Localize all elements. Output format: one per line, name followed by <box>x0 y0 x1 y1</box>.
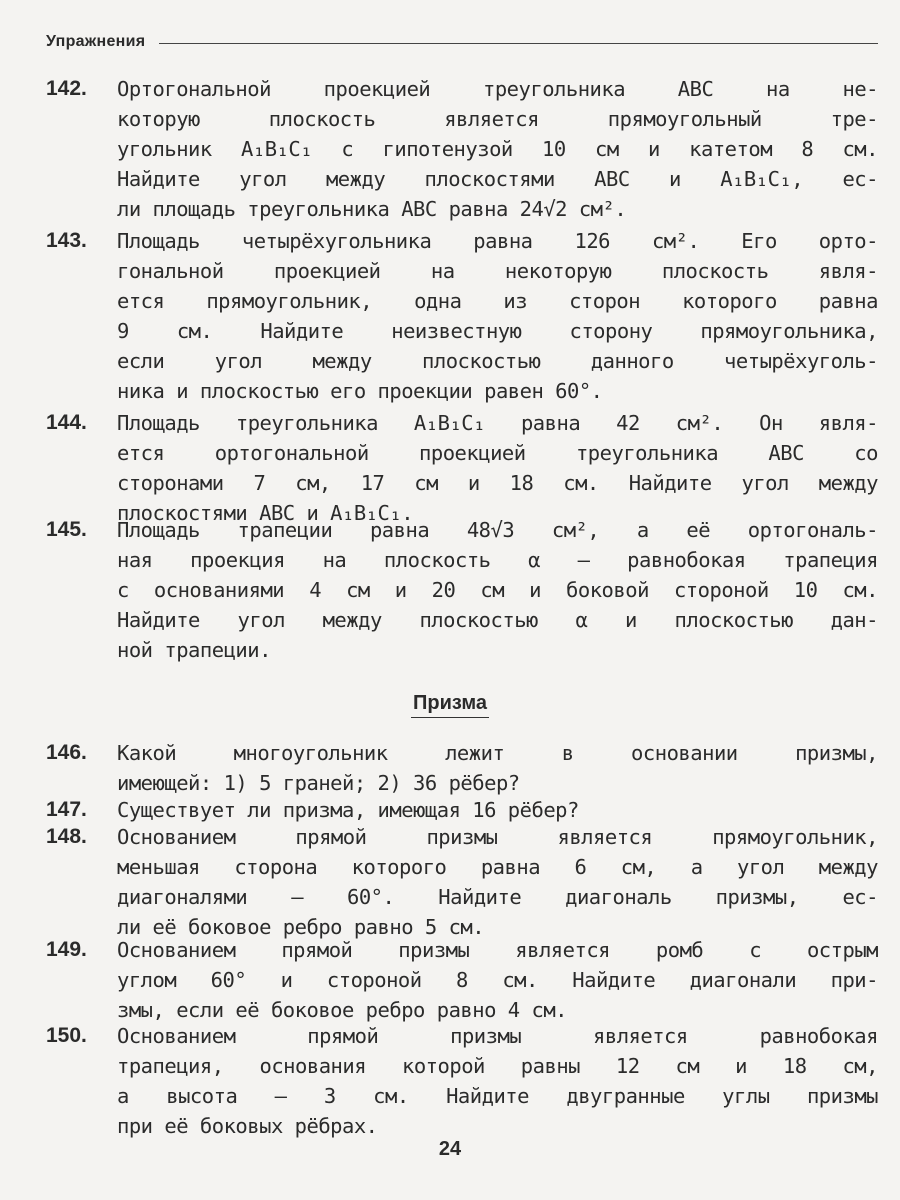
problem-text <box>117 1021 878 1141</box>
section-title: Призма <box>411 692 489 718</box>
problem-line: имеющей: 1) 5 граней; 2) 36 рёбер? <box>117 771 520 795</box>
problem-line: 9 см. Найдите неизвестную сторону прямоугольника, <box>117 319 878 343</box>
problem-text <box>117 822 878 942</box>
problem-line: трапеция, основания которой равны 12 см и 18 см, <box>117 1054 878 1078</box>
problem-line: при её боковых рёбрах. <box>117 1114 378 1138</box>
problem-line: ется ортогональной проекцией треугольника ABC со <box>117 441 878 465</box>
problem-text <box>117 226 878 406</box>
problem-line: гональной проекцией на некоторую плоскость явля- <box>117 259 878 283</box>
problem-line: Ортогональной проекцией треугольника ABC на не- <box>117 77 878 101</box>
problem-text <box>117 935 878 1025</box>
problem-text <box>117 408 878 528</box>
problem-line: ли площадь треугольника ABC равна 24√2 см². <box>117 197 627 221</box>
problem-line: Основанием прямой призмы является ромб с острым <box>117 938 878 962</box>
problem-text <box>117 738 878 798</box>
problem-line: которую плоскость является прямоугольный тре- <box>117 107 878 131</box>
problem-line: если угол между плоскостью данного четырёхуголь- <box>117 349 878 373</box>
problem-line: ной трапеции. <box>117 638 271 662</box>
problem-line: Площадь четырёхугольника равна 126 см². Его орто- <box>117 229 878 253</box>
problem-line: Площадь треугольника A₁B₁C₁ равна 42 см². Он явля- <box>117 411 878 435</box>
problem-line: Найдите угол между плоскостями ABC и A₁B₁C₁, ес- <box>117 167 878 191</box>
problem-number: 144. <box>46 411 87 434</box>
header-title: Упражнения <box>46 33 146 50</box>
problem-line: с основаниями 4 см и 20 см и боковой стороной 10 см. <box>117 578 878 602</box>
header-rule <box>159 43 878 44</box>
page-number: 24 <box>438 1138 462 1160</box>
problem-line: сторонами 7 см, 17 см и 18 см. Найдите угол между <box>117 471 878 495</box>
problem-line: ная проекция на плоскость α — равнобокая трапеция <box>117 548 878 572</box>
problem-line: углом 60° и стороной 8 см. Найдите диагонали при- <box>117 968 878 992</box>
problem-line: ника и плоскостью его проекции равен 60°. <box>117 379 603 403</box>
problem-line: Площадь трапеции равна 48√3 см², а её ортогональ- <box>117 518 878 542</box>
problem-text <box>117 74 878 224</box>
problem-line: угольник A₁B₁C₁ с гипотенузой 10 см и катетом 8 см. <box>117 137 878 161</box>
problem-number: 145. <box>46 518 87 541</box>
problem-number: 146. <box>46 741 87 764</box>
problem-number: 142. <box>46 77 87 100</box>
problem-line: меньшая сторона которого равна 6 см, а угол между <box>117 855 878 879</box>
problem-number: 149. <box>46 938 87 961</box>
problem-number: 143. <box>46 229 87 252</box>
section-heading <box>0 692 900 715</box>
problem-line: Основанием прямой призмы является равнобокая <box>117 1024 878 1048</box>
problem-number: 150. <box>46 1024 87 1047</box>
problem-line: Какой многоугольник лежит в основании призмы, <box>117 741 878 765</box>
problem-line: диагоналями — 60°. Найдите диагональ призмы, ес- <box>117 885 878 909</box>
problem-line: ли её боковое ребро равно 5 см. <box>117 915 485 939</box>
problem-line: змы, если её боковое ребро равно 4 см. <box>117 998 567 1022</box>
problem-number: 147. <box>46 798 87 821</box>
problem-line: Основанием прямой призмы является прямоугольник, <box>117 825 878 849</box>
problem-line: а высота — 3 см. Найдите двугранные углы призмы <box>117 1084 878 1108</box>
running-header <box>46 30 878 54</box>
problem-text <box>117 795 878 825</box>
problem-line: плоскостями ABC и A₁B₁C₁. <box>117 501 414 525</box>
problem-line: Найдите угол между плоскостью α и плоскостью дан- <box>117 608 878 632</box>
problem-number: 148. <box>46 825 87 848</box>
problem-line: Существует ли призма, имеющая 16 рёбер? <box>117 798 579 822</box>
problem-line: ется прямоугольник, одна из сторон которого равна <box>117 289 878 313</box>
problem-text <box>117 515 878 665</box>
